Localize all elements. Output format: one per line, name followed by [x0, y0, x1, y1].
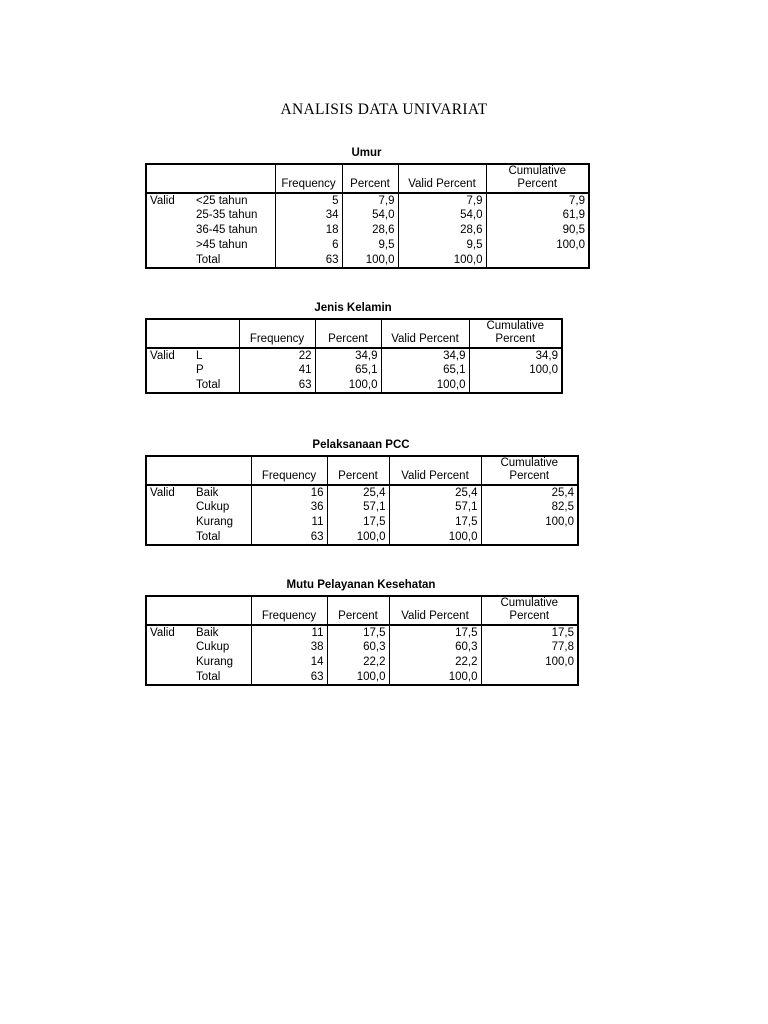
row-category-label: Cukup	[196, 501, 230, 513]
percent-cell: 65,1	[315, 363, 381, 378]
table-header-row	[146, 319, 562, 348]
table-row	[146, 640, 578, 655]
percent-cell: 7,9	[342, 193, 398, 208]
row-group-label	[146, 500, 193, 515]
document-title: ANALISIS DATA UNIVARIAT	[280, 101, 488, 118]
row-category-label: Total	[196, 670, 221, 683]
row-group-label	[146, 363, 193, 378]
valid-percent-cell: 65,1	[381, 363, 469, 378]
row-group-label	[146, 223, 193, 238]
frequency-cell: 6	[275, 238, 342, 253]
frequency-table	[145, 595, 579, 686]
cumulative-percent-cell: 90,5	[486, 223, 589, 238]
table-row	[146, 655, 578, 670]
cumulative-percent-cell: 17,5	[481, 625, 578, 640]
row-group-label	[146, 378, 193, 393]
row-group-label	[146, 208, 193, 223]
row-category-label: Total	[196, 253, 221, 266]
percent-cell: 100,0	[315, 378, 381, 393]
row-category-label: Kurang	[196, 656, 234, 668]
valid-percent-cell: 60,3	[389, 640, 481, 655]
cumulative-percent-cell: 100,0	[486, 238, 589, 253]
frequency-cell: 34	[275, 208, 342, 223]
row-group-label	[146, 530, 193, 545]
percent-cell: 28,6	[342, 223, 398, 238]
header-frequency: Frequency	[239, 319, 315, 348]
valid-percent-cell: 17,5	[389, 515, 481, 530]
cumulative-percent-cell: 100,0	[481, 655, 578, 670]
row-group-label	[146, 515, 193, 530]
frequency-cell: 63	[275, 253, 342, 268]
cumulative-percent-cell: 7,9	[486, 193, 589, 208]
valid-percent-cell: 28,6	[398, 223, 486, 238]
header-percent: Percent	[342, 164, 398, 193]
table-row	[146, 363, 562, 378]
row-category-label: 25-35 tahun	[196, 209, 258, 221]
table-row	[146, 670, 578, 685]
table-row	[146, 378, 562, 393]
header-valid-percent: Valid Percent	[389, 596, 481, 625]
header-stub	[146, 456, 251, 485]
frequency-cell: 63	[251, 670, 327, 685]
percent-cell: 54,0	[342, 208, 398, 223]
cumulative-percent-cell: 82,5	[481, 500, 578, 515]
table-title: Jenis Kelamin	[314, 302, 392, 314]
percent-cell: 9,5	[342, 238, 398, 253]
frequency-cell: 16	[251, 485, 327, 500]
cumulative-percent-cell: 34,9	[469, 348, 562, 363]
header-percent: Percent	[327, 596, 389, 625]
header-cumulative-percent: Cumulative Percent	[481, 456, 578, 485]
cumulative-percent-cell: 100,0	[481, 515, 578, 530]
valid-percent-cell: 34,9	[381, 348, 469, 363]
valid-percent-cell: 100,0	[381, 378, 469, 393]
table-row	[146, 238, 589, 253]
row-category-label: Baik	[196, 626, 219, 639]
header-percent: Percent	[315, 319, 381, 348]
table-row	[146, 485, 578, 500]
row-category-label: L	[196, 349, 203, 362]
frequency-cell: 14	[251, 655, 327, 670]
row-category-label: <25 tahun	[196, 194, 248, 207]
valid-percent-cell: 25,4	[389, 485, 481, 500]
percent-cell: 100,0	[327, 530, 389, 545]
frequency-cell: 18	[275, 223, 342, 238]
table-row	[146, 253, 589, 268]
cumulative-percent-cell	[481, 530, 578, 545]
table-row	[146, 500, 578, 515]
table-header-row	[146, 596, 578, 625]
cumulative-percent-cell	[486, 253, 589, 268]
percent-cell: 22,2	[327, 655, 389, 670]
percent-cell: 17,5	[327, 625, 389, 640]
cumulative-percent-cell	[469, 378, 562, 393]
percent-cell: 17,5	[327, 515, 389, 530]
table-row	[146, 348, 562, 363]
valid-percent-cell: 57,1	[389, 500, 481, 515]
table-row	[146, 530, 578, 545]
table-title: Umur	[351, 147, 382, 159]
frequency-cell: 63	[251, 530, 327, 545]
header-valid-percent: Valid Percent	[381, 319, 469, 348]
table-header-row	[146, 456, 578, 485]
row-group-label	[146, 253, 193, 268]
table-header-row	[146, 164, 589, 193]
header-cumulative-percent: Cumulative Percent	[481, 596, 578, 625]
valid-percent-cell: 9,5	[398, 238, 486, 253]
row-category-label: Baik	[196, 486, 219, 499]
header-valid-percent: Valid Percent	[398, 164, 486, 193]
frequency-cell: 11	[251, 515, 327, 530]
valid-percent-cell: 17,5	[389, 625, 481, 640]
header-frequency: Frequency	[251, 456, 327, 485]
frequency-table	[145, 163, 590, 269]
row-group-label: Valid	[150, 194, 175, 207]
row-category-label: 36-45 tahun	[196, 224, 258, 236]
percent-cell: 100,0	[327, 670, 389, 685]
header-valid-percent: Valid Percent	[389, 456, 481, 485]
header-stub	[146, 596, 251, 625]
percent-cell: 25,4	[327, 485, 389, 500]
percent-cell: 34,9	[315, 348, 381, 363]
header-frequency: Frequency	[275, 164, 342, 193]
table-row	[146, 223, 589, 238]
frequency-cell: 63	[239, 378, 315, 393]
table-title: Pelaksanaan PCC	[312, 439, 410, 451]
valid-percent-cell: 7,9	[398, 193, 486, 208]
frequency-table	[145, 455, 579, 546]
table-row	[146, 515, 578, 530]
row-group-label	[146, 655, 193, 670]
row-group-label: Valid	[150, 626, 175, 639]
cumulative-percent-cell: 77,8	[481, 640, 578, 655]
header-stub	[146, 319, 239, 348]
row-category-label: Cukup	[196, 641, 230, 653]
valid-percent-cell: 100,0	[389, 670, 481, 685]
row-group-label	[146, 238, 193, 253]
frequency-cell: 5	[275, 193, 342, 208]
table-row	[146, 193, 589, 208]
header-cumulative-percent: Cumulative Percent	[486, 164, 589, 193]
frequency-cell: 36	[251, 500, 327, 515]
cumulative-percent-cell: 61,9	[486, 208, 589, 223]
row-group-label	[146, 640, 193, 655]
row-group-label: Valid	[150, 349, 175, 362]
row-category-label: Total	[196, 378, 221, 391]
table-title: Mutu Pelayanan Kesehatan	[286, 579, 436, 591]
cumulative-percent-cell: 100,0	[469, 363, 562, 378]
row-category-label: >45 tahun	[196, 239, 248, 251]
row-group-label: Valid	[150, 486, 175, 499]
header-cumulative-percent: Cumulative Percent	[469, 319, 562, 348]
percent-cell: 57,1	[327, 500, 389, 515]
row-category-label: Kurang	[196, 516, 234, 528]
valid-percent-cell: 22,2	[389, 655, 481, 670]
header-stub	[146, 164, 275, 193]
percent-cell: 100,0	[342, 253, 398, 268]
row-category-label: Total	[196, 530, 221, 543]
frequency-cell: 22	[239, 348, 315, 363]
row-group-label	[146, 670, 193, 685]
valid-percent-cell: 54,0	[398, 208, 486, 223]
header-frequency: Frequency	[251, 596, 327, 625]
valid-percent-cell: 100,0	[398, 253, 486, 268]
frequency-cell: 38	[251, 640, 327, 655]
cumulative-percent-cell	[481, 670, 578, 685]
valid-percent-cell: 100,0	[389, 530, 481, 545]
header-percent: Percent	[327, 456, 389, 485]
percent-cell: 60,3	[327, 640, 389, 655]
table-row	[146, 208, 589, 223]
table-row	[146, 625, 578, 640]
row-category-label: P	[196, 364, 204, 376]
frequency-cell: 41	[239, 363, 315, 378]
frequency-table	[145, 318, 563, 394]
cumulative-percent-cell: 25,4	[481, 485, 578, 500]
frequency-cell: 11	[251, 625, 327, 640]
